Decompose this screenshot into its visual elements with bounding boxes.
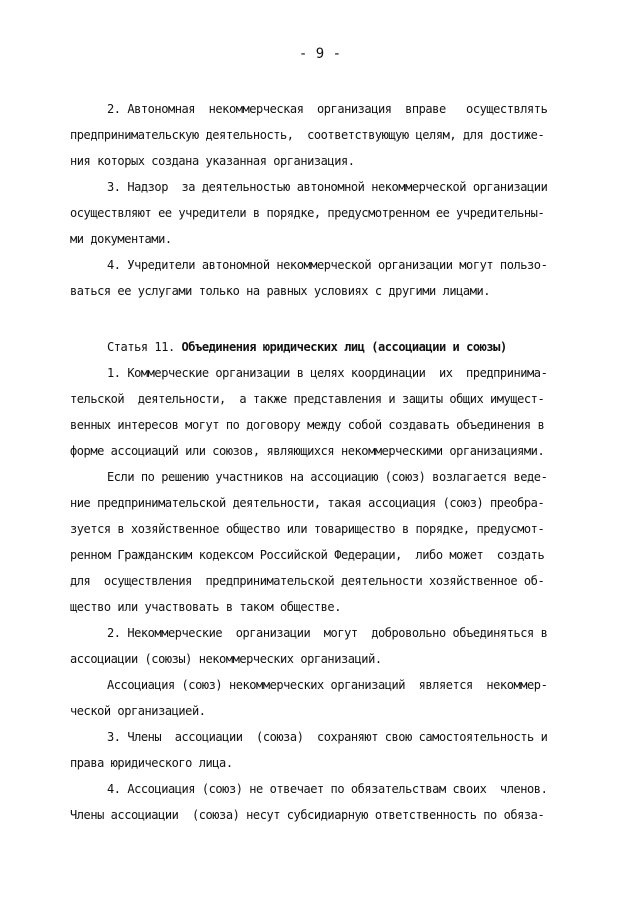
page-number: - 9 - xyxy=(298,46,342,62)
paragraph-line: тельской деятельности, а также представления и защиты общих имущест- xyxy=(70,392,545,406)
paragraph-line: 1. Коммерческие организации в целях координации их предпринима- xyxy=(107,366,548,380)
paragraph-line: форме ассоциаций или союзов, являющихся некоммерческими организациями. xyxy=(70,444,545,458)
document-body xyxy=(70,96,606,828)
paragraph-line: ми документами. xyxy=(70,232,172,246)
paragraph-line: щество или участвовать в таком обществе. xyxy=(70,600,341,614)
paragraph-line: ваться ее услугами только на равных условиях с другими лицами. xyxy=(70,284,491,298)
paragraph-line: ния которых создана указанная организация. xyxy=(70,154,355,168)
paragraph-line: ние предпринимательской деятельности, такая ассоциация (союз) преобра- xyxy=(70,496,545,510)
paragraph-line: ассоциации (союзы) некоммерческих организаций. xyxy=(70,652,382,666)
article-heading xyxy=(70,334,606,360)
paragraph-line: Если по решению участников на ассоциацию (союз) возлагается веде- xyxy=(107,470,548,484)
paragraph-line: 3. Надзор за деятельностью автономной некоммерческой организации xyxy=(107,180,548,194)
paragraph-line: осуществляют ее учредители в порядке, предусмотренном ее учредительны- xyxy=(70,206,545,220)
article-title: Объединения юридических лиц (ассоциации и союзы) xyxy=(181,340,507,354)
paragraph-line: 3. Члены ассоциации (союза) сохраняют свою самостоятельность и xyxy=(107,730,548,744)
paragraph-line: 2. Некоммерческие организации могут добровольно объединяться в xyxy=(107,626,548,640)
paragraph-line: ренном Гражданским кодексом Российской Федерации, либо может создать xyxy=(70,548,545,562)
paragraph-line: 4. Учредители автономной некоммерческой организации могут пользо- xyxy=(107,258,548,272)
paragraph-line: права юридического лица. xyxy=(70,756,233,770)
paragraph-line: для осуществления предпринимательской деятельности хозяйственное об- xyxy=(70,574,545,588)
paragraph-line: венных интересов могут по договору между собой создавать объединения в xyxy=(70,418,545,432)
paragraph-line: 2. Автономная некоммерческая организация вправе осуществлять xyxy=(107,102,548,116)
paragraph-line: Ассоциация (союз) некоммерческих организаций является некоммер- xyxy=(107,678,548,692)
article-label: Статья 11. xyxy=(107,340,175,354)
paragraph-line: зуется в хозяйственное общество или товарищество в порядке, предусмот- xyxy=(70,522,545,536)
paragraph-line: ческой организацией. xyxy=(70,704,206,718)
paragraph-line: 4. Ассоциация (союз) не отвечает по обязательствам своих членов. xyxy=(107,782,548,796)
paragraph-line: предпринимательскую деятельность, соответствующую целям, для достиже- xyxy=(70,128,545,142)
paragraph-line: Члены ассоциации (союза) несут субсидиарную ответственность по обяза- xyxy=(70,808,545,822)
